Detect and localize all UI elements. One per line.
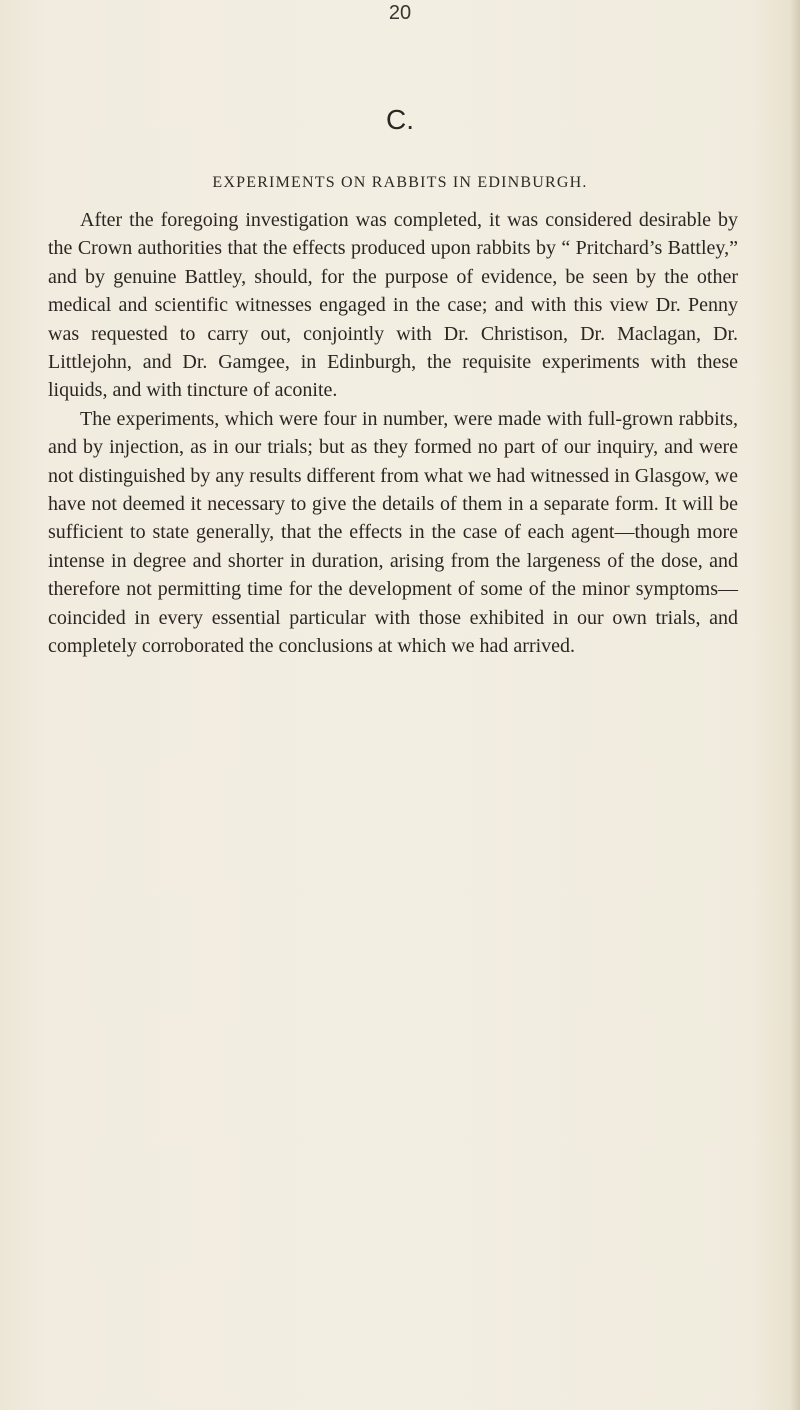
section-letter: C.	[386, 104, 414, 135]
page-number: 20	[388, 2, 412, 24]
section-heading: EXPERIMENTS ON RABBITS IN EDINBURGH.	[212, 174, 588, 191]
paragraph-2: The experiments, which were four in number, were made with full-grown rabbits, and by injection, as in our trials; but as they formed no part of our inquiry, and were not distinguished by any results different from what we had witnessed in Glasgow, we have not deemed it necessary to give the details of them in a separate form. It will be sufficient to state generally, that the effects in the case of each agent—though more intense in degree and shorter in duration, arising from the largeness of the dose, and therefore not permitting time for the development of some of the minor symptoms—coincided in every essential particular with those exhibited in our own trials, and completely corroborated the conclusions at which we had arrived.	[48, 407, 738, 658]
paragraph-1: After the foregoing investigation was completed, it was considered desirable by the Crown authorities that the effects produced upon rabbits by “ Pritchard’s Battley,” and by genuine Battley, should, for the purpose of evidence, be seen by the other medical and scientific witnesses engaged in the case; and with this view Dr. Penny was requested to carry out, conjointly with Dr. Christison, Dr. Maclagan, Dr. Littlejohn, and Dr. Gamgee, in Edinburgh, the requisite experiments with these liquids, and with tincture of aconite.	[48, 209, 738, 402]
page-edge-shadow	[790, 0, 800, 1410]
body-text	[48, 206, 738, 661]
